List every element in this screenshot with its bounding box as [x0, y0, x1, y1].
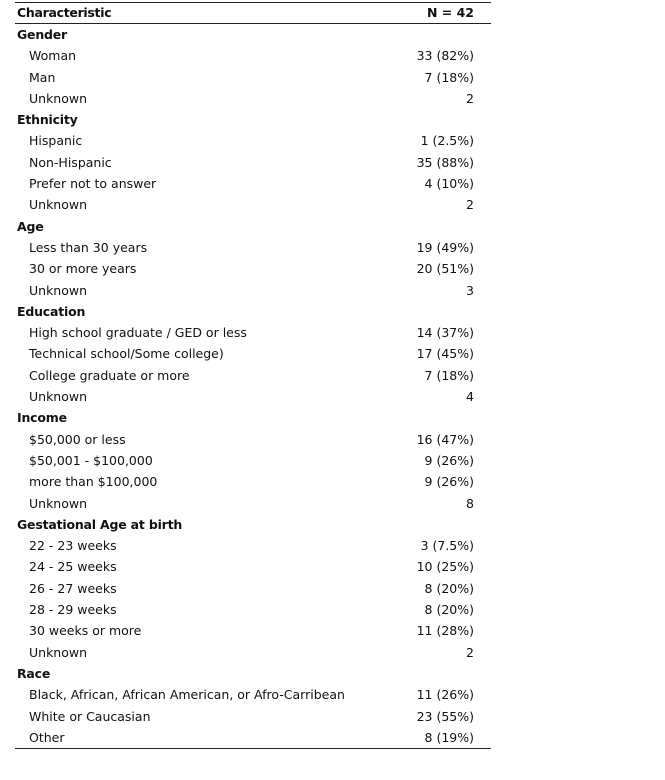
row-value: 17 (45%) [416, 346, 474, 362]
table-row [15, 493, 491, 514]
row-label: Unknown [29, 90, 88, 106]
row-value: 9 (26%) [424, 452, 474, 468]
row-label: High school graduate / GED or less [29, 325, 247, 341]
table-row [15, 194, 491, 215]
table-row [15, 642, 491, 663]
row-value: 20 (51%) [416, 261, 474, 277]
table-header [15, 2, 491, 24]
section-row [15, 109, 491, 130]
table-row [15, 67, 491, 88]
row-value: 4 (10%) [424, 176, 474, 192]
row-label: Woman [29, 48, 77, 64]
table-row [15, 706, 491, 727]
section-title: Age [17, 218, 44, 234]
table-row [15, 599, 491, 620]
row-value: 8 (19%) [424, 729, 474, 745]
section-row [15, 301, 491, 322]
row-value: 2 [466, 197, 474, 213]
row-value: 3 [466, 282, 474, 298]
row-value: 4 [466, 389, 474, 405]
table-row [15, 684, 491, 705]
table-row [15, 280, 491, 301]
row-label: Non-Hispanic [29, 154, 112, 170]
table-row [15, 130, 491, 151]
section-title: Education [17, 303, 86, 319]
row-label: 30 or more years [29, 261, 137, 277]
table-row [15, 471, 491, 492]
row-value: 9 (26%) [424, 474, 474, 490]
row-label: College graduate or more [29, 367, 190, 383]
row-label: Unknown [29, 197, 88, 213]
table-row [15, 556, 491, 577]
row-value: 2 [466, 90, 474, 106]
table-row [15, 386, 491, 407]
row-label: White or Caucasian [29, 708, 151, 724]
row-label: 26 - 27 weeks [29, 580, 117, 596]
row-value: 14 (37%) [416, 325, 474, 341]
table-row [15, 152, 491, 173]
row-label: Unknown [29, 389, 88, 405]
row-label: Unknown [29, 282, 88, 298]
table-row [15, 450, 491, 471]
row-label: 22 - 23 weeks [29, 538, 117, 554]
table-row [15, 429, 491, 450]
row-label: 30 weeks or more [29, 623, 142, 639]
section-row [15, 24, 491, 45]
row-value: 23 (55%) [416, 708, 474, 724]
table-row [15, 578, 491, 599]
row-value: 33 (82%) [416, 48, 474, 64]
row-label: Unknown [29, 644, 88, 660]
section-title: Gestational Age at birth [17, 516, 183, 532]
characteristics-table [15, 2, 491, 749]
row-label: more than $100,000 [29, 474, 158, 490]
table-row [15, 727, 491, 748]
table-row [15, 173, 491, 194]
row-value: 35 (88%) [416, 154, 474, 170]
table-row [15, 365, 491, 386]
row-value: 16 (47%) [416, 431, 474, 447]
row-value: 3 (7.5%) [420, 538, 474, 554]
row-label: Man [29, 69, 56, 85]
row-value: 8 (20%) [424, 602, 474, 618]
row-label: Hispanic [29, 133, 83, 149]
row-label: Less than 30 years [29, 239, 148, 255]
row-value: 1 (2.5%) [420, 133, 474, 149]
row-value: 2 [466, 644, 474, 660]
section-row [15, 663, 491, 684]
row-label: Black, African, African American, or Afro-Carribean [29, 687, 345, 703]
row-label: 24 - 25 weeks [29, 559, 117, 575]
row-value: 8 (20%) [424, 580, 474, 596]
row-label: $50,001 - $100,000 [29, 452, 153, 468]
table-row [15, 535, 491, 556]
table-row [15, 237, 491, 258]
table-body [15, 24, 491, 748]
header-characteristic: Characteristic [17, 5, 112, 20]
section-title: Race [17, 665, 51, 681]
table-row [15, 343, 491, 364]
row-value: 11 (26%) [416, 687, 474, 703]
row-label: $50,000 or less [29, 431, 126, 447]
row-value: 7 (18%) [424, 367, 474, 383]
row-label: Prefer not to answer [29, 176, 157, 192]
row-value: 11 (28%) [416, 623, 474, 639]
table-row [15, 258, 491, 279]
section-title: Gender [17, 27, 68, 42]
table-row [15, 322, 491, 343]
section-row [15, 216, 491, 237]
row-value: 19 (49%) [416, 239, 474, 255]
table-row [15, 88, 491, 109]
row-value: 8 [466, 495, 474, 511]
section-title: Income [17, 410, 67, 426]
row-value: 10 (25%) [416, 559, 474, 575]
header-n: N = 42 [426, 5, 474, 20]
row-label: Other [29, 729, 65, 745]
row-value: 7 (18%) [424, 69, 474, 85]
section-row [15, 407, 491, 428]
table-row [15, 620, 491, 641]
section-row [15, 514, 491, 535]
bottom-rule [15, 748, 491, 749]
table-row [15, 45, 491, 66]
section-title: Ethnicity [17, 112, 78, 128]
row-label: Technical school/Some college) [29, 346, 224, 362]
row-label: Unknown [29, 495, 88, 511]
row-label: 28 - 29 weeks [29, 602, 117, 618]
